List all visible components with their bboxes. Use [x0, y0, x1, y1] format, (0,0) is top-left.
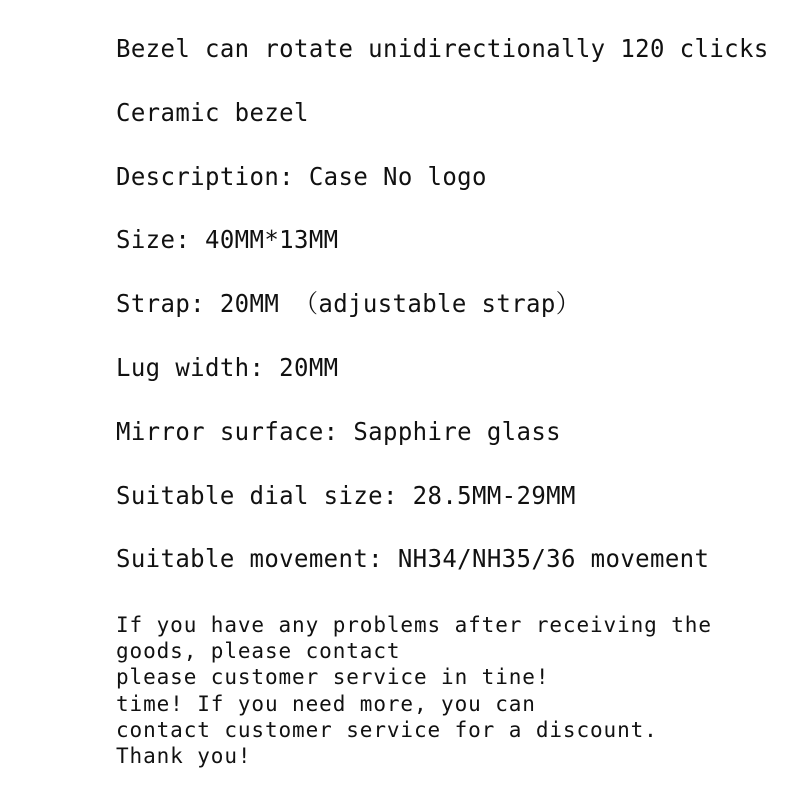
spec-dial-size: Suitable dial size: 28.5MM-29MM — [116, 480, 576, 510]
spec-strap: Strap: 20MM （adjustable strap） — [116, 289, 581, 319]
spec-mirror-surface: Mirror surface: Sapphire glass — [116, 416, 562, 446]
notice-line: please customer service in tine! — [116, 665, 550, 690]
notice-line: goods, please contact — [116, 639, 401, 664]
customer-notice — [116, 612, 786, 769]
spec-movement: Suitable movement: NH34/NH35/36 movement — [116, 544, 710, 574]
spec-lug-width: Lug width: 20MM — [116, 352, 339, 382]
spec-bezel-material: Ceramic bezel — [116, 97, 309, 127]
notice-line: If you have any problems after receiving the — [116, 613, 712, 637]
spec-size: Size: 40MM*13MM — [116, 225, 339, 255]
notice-thanks: Thank you! — [116, 743, 252, 768]
notice-line: contact customer service for a discount. — [116, 717, 658, 742]
notice-line: time! If you need more, you can — [116, 691, 536, 716]
spec-list — [116, 30, 786, 604]
spec-bezel-rotation: Bezel can rotate unidirectionally 120 clicks — [116, 34, 769, 63]
spec-description: Description: Case No logo — [116, 161, 487, 191]
